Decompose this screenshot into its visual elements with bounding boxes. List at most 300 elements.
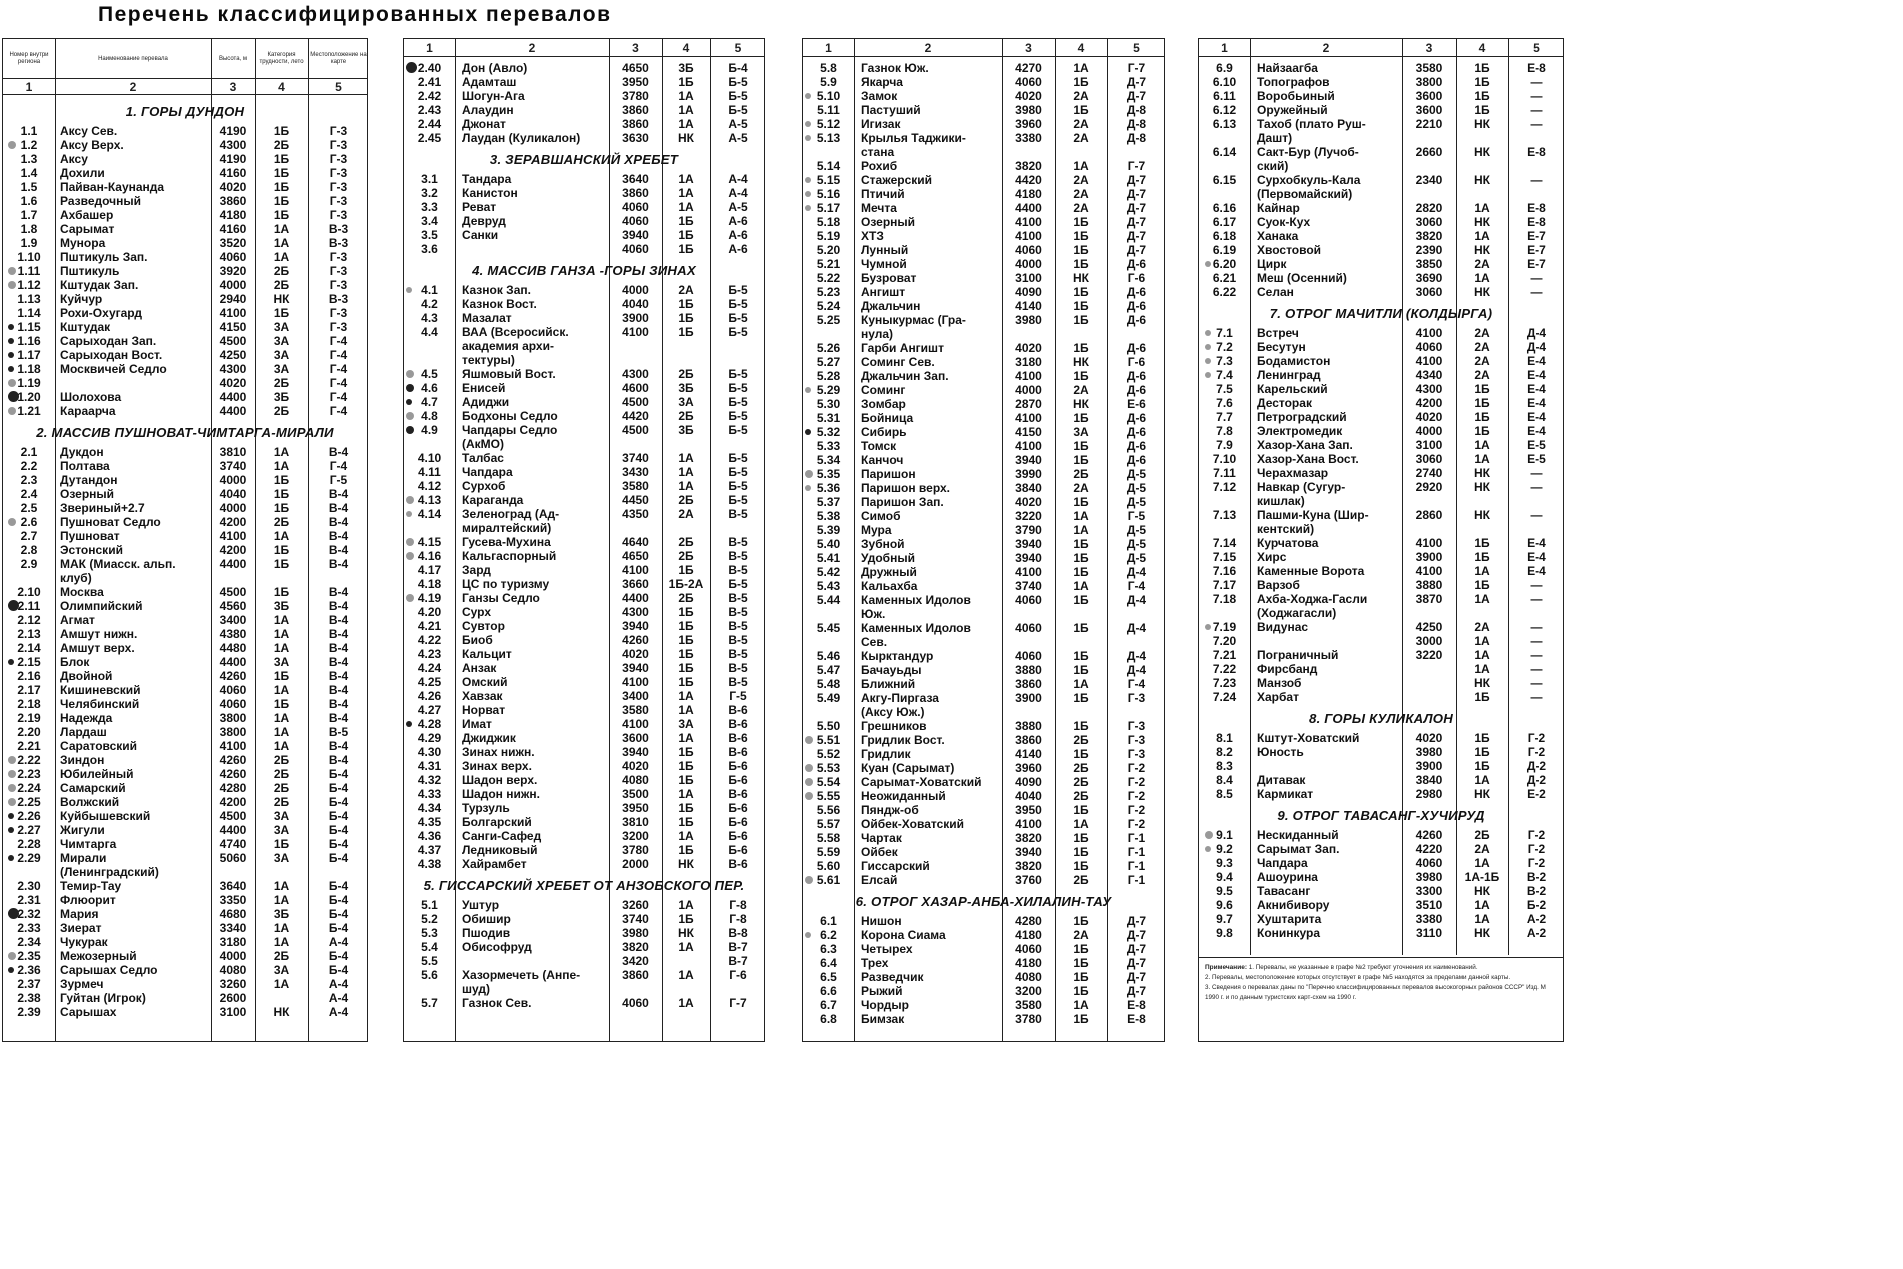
pass-category: 2А (1474, 326, 1490, 340)
table-row (3, 977, 367, 991)
pass-number: 1.16 (17, 334, 41, 348)
pass-category: 1Б (1073, 411, 1089, 425)
table-row (803, 187, 1164, 201)
table-row (1199, 271, 1563, 285)
table-row (3, 879, 367, 893)
column-number: 5 (734, 40, 742, 55)
pass-category: 1Б-2А (668, 577, 704, 591)
pass-name: Видунас (1257, 620, 1309, 634)
pass-number: 7.23 (1212, 676, 1237, 690)
pass-category: НК (1474, 243, 1490, 257)
table-row (404, 940, 764, 954)
pass-name: Суок-Кух (1257, 215, 1311, 229)
pass-map-location: А-6 (728, 214, 748, 228)
pass-height: 3940 (622, 661, 649, 675)
pass-number: 4.20 (417, 605, 442, 619)
pass-category: НК (1474, 285, 1490, 299)
pass-height: 4450 (622, 493, 649, 507)
pass-category: 1Б (1474, 424, 1490, 438)
table-row (404, 297, 764, 311)
pass-number: 7.5 (1216, 382, 1233, 396)
pass-map-location: Г-7 (1127, 159, 1146, 173)
pass-map-location: Г-3 (329, 152, 348, 166)
pass-height: 4040 (219, 487, 247, 501)
pass-name: Кальгаспорный (462, 549, 557, 563)
pass-category: 1Б (273, 585, 290, 599)
pass-map-location: — (1530, 89, 1543, 103)
pass-name: Кальцит (462, 647, 512, 661)
pass-map-location: А-6 (728, 228, 748, 242)
pass-name: Чапдара (1257, 856, 1308, 870)
pass-name: Петроградский (1257, 410, 1347, 424)
pass-height: 4180 (1015, 928, 1042, 942)
pass-name: Кштудак (60, 320, 111, 334)
pass-name: Томск (861, 439, 897, 453)
pass-number: 2.30 (17, 879, 41, 893)
table-row (803, 495, 1164, 509)
pass-map-location: Д-6 (1126, 257, 1147, 271)
pass-map-location: Г-3 (1127, 691, 1146, 705)
pass-category: 1А (1474, 634, 1490, 648)
pass-category: 1Б (1073, 663, 1089, 677)
pass-category: 2Б (678, 409, 694, 423)
table-row (3, 306, 367, 320)
pass-number: 7.11 (1213, 466, 1236, 480)
pass-number: 5.43 (816, 579, 841, 593)
pass-map-location: Е-2 (1527, 787, 1546, 801)
pass-map-location: В-3 (328, 292, 349, 306)
pass-category: 2А (1474, 257, 1490, 271)
pass-number: 2.14 (17, 641, 41, 655)
pass-map-location: Б-6 (728, 815, 748, 829)
table-row (1199, 578, 1563, 592)
table-row (404, 661, 764, 675)
pass-height: 3740 (1015, 579, 1042, 593)
pass-map-location: Г-2 (1527, 856, 1546, 870)
pass-height: 4190 (219, 124, 247, 138)
pass-height: 4150 (1015, 425, 1042, 439)
pass-name: Кайнар (1257, 201, 1300, 215)
pass-name: Паришон (861, 467, 916, 481)
pass-number: 4.17 (417, 563, 442, 577)
pass-height: 3580 (622, 479, 649, 493)
pass-map-location: Г-3 (329, 138, 348, 152)
pass-name: Казнок Вост. (462, 297, 537, 311)
pass-category: 1А (273, 739, 290, 753)
pass-category: 1А (678, 172, 694, 186)
pass-height: 3100 (1015, 271, 1042, 285)
table-row (1199, 382, 1563, 396)
pass-map-location: В-4 (328, 529, 349, 543)
pass-height: 4220 (1415, 842, 1443, 856)
pass-map-location: В-4 (328, 683, 349, 697)
table-row (1199, 75, 1563, 89)
pass-category: 1Б (273, 166, 290, 180)
table-row (3, 320, 367, 334)
pass-category: 1А (1474, 452, 1490, 466)
pass-map-location: А-6 (728, 242, 748, 256)
pass-height: 3840 (1015, 481, 1042, 495)
pass-map-location: Г-1 (1127, 873, 1146, 887)
table-row (404, 103, 764, 117)
table-row (3, 543, 367, 557)
pass-height: 3380 (1015, 131, 1042, 145)
pass-height: 3760 (1015, 873, 1042, 887)
pass-category: 1Б (1474, 550, 1490, 564)
table-row (404, 773, 764, 787)
pass-name: Фирсбанд (1257, 662, 1318, 676)
pass-height: 2660 (1415, 145, 1443, 159)
pass-number: 5.41 (816, 551, 841, 565)
pass-category: 1А (1474, 912, 1490, 926)
pass-height: 3340 (219, 921, 247, 935)
pass-map-location: Д-4 (1526, 326, 1547, 340)
pass-height: 4090 (1015, 775, 1042, 789)
pass-name: Соминг (861, 383, 906, 397)
pass-name: Разведочный (60, 194, 142, 208)
pass-number: 1.2 (20, 138, 38, 152)
table-row (803, 523, 1164, 537)
table-row (803, 621, 1164, 649)
pass-name: Каменных Идолов Сев. (861, 621, 971, 649)
table-row (3, 292, 367, 306)
pass-category: 1Б (678, 214, 694, 228)
table-row (404, 815, 764, 829)
pass-map-location: Г-6 (1127, 271, 1146, 285)
pass-map-location: В-6 (728, 703, 748, 717)
pass-map-location: Б-5 (728, 423, 748, 437)
pass-category: 2А (678, 283, 694, 297)
table-row (803, 117, 1164, 131)
pass-number: 4.13 (417, 493, 442, 507)
table-row (1199, 340, 1563, 354)
footnote-line: 3. Сведения о перевалах даны по "Перечню классифицированных перевалов высокогорных районов СССР" Изд. М 1990 г. и по данным туристских карт-схем на 1990 г. (1205, 984, 1546, 1001)
pass-name: Мечта (861, 201, 897, 215)
table-row (803, 845, 1164, 859)
table-row (404, 535, 764, 549)
pass-name: Якарча (861, 75, 903, 89)
pass-number: 5.42 (816, 565, 841, 579)
pass-name: Топографов (1257, 75, 1330, 89)
table-row (803, 775, 1164, 789)
pass-height: 4250 (219, 348, 247, 362)
pass-name: Пограничный (1257, 648, 1339, 662)
pass-category: 1Б (1073, 845, 1089, 859)
table-row (404, 954, 764, 968)
pass-name: Куйбышевский (60, 809, 151, 823)
pass-map-location: Е-4 (1527, 564, 1546, 578)
pass-category: 1А (1474, 856, 1490, 870)
pass-height: 2940 (219, 292, 247, 306)
pass-map-location: Д-7 (1126, 75, 1147, 89)
pass-category: 1А (1474, 773, 1490, 787)
pass-name: Ледниковый (462, 843, 538, 857)
table-row (404, 703, 764, 717)
pass-name: Гиссарский (861, 859, 930, 873)
pass-height: 3860 (219, 194, 247, 208)
table-row (404, 829, 764, 843)
pass-name: Трех (861, 956, 889, 970)
pass-name: Межозерный (60, 949, 137, 963)
pass-map-location: — (1530, 662, 1543, 676)
pass-height: 3860 (622, 968, 649, 982)
pass-number: 2.25 (17, 795, 41, 809)
pass-map-location: А-5 (728, 200, 748, 214)
pass-number: 7.24 (1212, 690, 1237, 704)
table-row (404, 801, 764, 815)
pass-category: 3А (678, 717, 694, 731)
pass-height: 5060 (219, 851, 247, 865)
section-heading: 8. ГОРЫ КУЛИКАЛОН (1309, 711, 1453, 726)
table-row (803, 747, 1164, 761)
pass-height: 4400 (1015, 201, 1042, 215)
table-row (404, 633, 764, 647)
pass-name: Зинах нижн. (462, 745, 535, 759)
table-row (3, 194, 367, 208)
pass-category: НК (273, 1005, 290, 1019)
pass-number: 2.22 (17, 753, 41, 767)
pass-category: 1А (273, 935, 290, 949)
pass-number: 2.36 (17, 963, 41, 977)
pass-map-location: Б-5 (728, 395, 748, 409)
pass-height: 4060 (219, 683, 247, 697)
pass-category: 1Б (1073, 1012, 1089, 1026)
table-row (803, 914, 1164, 928)
pass-height: 4000 (219, 278, 247, 292)
pass-category: 2А (1073, 117, 1089, 131)
pass-number: 1.9 (20, 236, 38, 250)
pass-category: 1Б (1073, 495, 1089, 509)
pass-number: 6.4 (820, 956, 837, 970)
pass-name: Сарымат Зап. (1257, 842, 1340, 856)
pass-map-location: В-4 (328, 613, 349, 627)
pass-height: 3060 (1415, 285, 1443, 299)
table-row (3, 501, 367, 515)
pass-map-location: — (1530, 676, 1543, 690)
pass-name: Зурмеч (60, 977, 104, 991)
table-row (1199, 592, 1563, 620)
pass-number: 5.51 (816, 733, 841, 747)
pass-height: 3800 (1415, 75, 1443, 89)
table-row (404, 759, 764, 773)
pass-height: 4000 (622, 283, 649, 297)
pass-map-location: Г-5 (729, 689, 747, 703)
column-number: 3 (1025, 40, 1032, 55)
pass-category: 1Б (1073, 369, 1089, 383)
pass-number: 4.35 (417, 815, 442, 829)
pass-number: 5.5 (421, 954, 438, 968)
pass-height: 4180 (1015, 956, 1042, 970)
table-row (404, 200, 764, 214)
pass-height: 4500 (219, 809, 247, 823)
pass-category: 1Б (273, 837, 290, 851)
pass-height: 4060 (1015, 649, 1042, 663)
table-row (803, 565, 1164, 579)
pass-map-location: — (1530, 634, 1543, 648)
table-row (3, 767, 367, 781)
pass-name: Чапдара (462, 465, 513, 479)
pass-height: 3900 (622, 311, 649, 325)
pass-height: 3400 (219, 613, 247, 627)
pass-category: 2Б (273, 278, 290, 292)
table-column-3 (802, 38, 1165, 1042)
table-row (3, 641, 367, 655)
pass-map-location: Е-4 (1527, 396, 1546, 410)
pass-height: 3630 (622, 131, 649, 145)
pass-number: 5.45 (816, 621, 841, 635)
pass-height: 3580 (1015, 998, 1042, 1012)
pass-name: Джальчин (861, 299, 921, 313)
pass-number: 2.6 (20, 515, 38, 529)
pass-name: Бесутун (1257, 340, 1306, 354)
pass-height: 2210 (1415, 117, 1443, 131)
pass-category: 2Б (273, 264, 290, 278)
pass-category: 1Б (1474, 745, 1490, 759)
pass-category: 1А (1474, 564, 1490, 578)
pass-map-location: Д-6 (1126, 369, 1147, 383)
pass-number: 2.21 (17, 739, 41, 753)
pass-category: 2А (1474, 842, 1490, 856)
pass-name: Тандара (462, 172, 512, 186)
pass-number: 5.11 (817, 103, 840, 117)
pass-map-location: Д-7 (1126, 970, 1147, 984)
pass-map-location: Б-4 (328, 823, 349, 837)
pass-height: 3800 (219, 711, 247, 725)
pass-category: 1А (1073, 677, 1089, 691)
pass-name: Обишир (462, 912, 511, 926)
table-row (1199, 634, 1563, 648)
pass-name: Чимтарга (60, 837, 117, 851)
table-row (803, 873, 1164, 887)
table-row (1199, 89, 1563, 103)
pass-number: 7.12 (1212, 480, 1237, 494)
pass-number: 2.35 (17, 949, 41, 963)
pass-height: 3860 (622, 186, 649, 200)
pass-name: ЦС по туризму (462, 577, 550, 591)
table-row (3, 739, 367, 753)
pass-category: НК (1474, 117, 1490, 131)
pass-name: Блок (60, 655, 90, 669)
pass-map-location: В-4 (328, 557, 349, 571)
pass-height: 3500 (622, 787, 649, 801)
table-row (3, 348, 367, 362)
table-row (3, 557, 367, 585)
pass-map-location: В-5 (328, 725, 349, 739)
pass-map-location: Б-4 (328, 879, 349, 893)
pass-number: 2.19 (17, 711, 41, 725)
pass-map-location: А-4 (328, 977, 349, 991)
pass-map-location: Г-3 (329, 250, 348, 264)
table-row (404, 409, 764, 423)
pass-height: 3430 (622, 465, 649, 479)
pass-number: 5.49 (816, 691, 841, 705)
pass-category: 1Б (1474, 410, 1490, 424)
pass-category: 1Б (678, 563, 694, 577)
table-row (1199, 842, 1563, 856)
pass-name: Дутандон (60, 473, 118, 487)
pass-name: Неожиданный (861, 789, 946, 803)
pass-name: Сарымат-Ховатский (861, 775, 982, 789)
pass-height: 4420 (1015, 173, 1042, 187)
pass-name: Тахоб (плато Руш- Дашт) (1257, 117, 1366, 145)
pass-category: 2А (1474, 368, 1490, 382)
pass-height: 3780 (622, 843, 649, 857)
pass-category: 1А (273, 627, 290, 641)
pass-height: 4340 (1415, 368, 1443, 382)
table-row (3, 907, 367, 921)
pass-map-location: Д-8 (1126, 103, 1147, 117)
pass-name: Куйчур (60, 292, 103, 306)
pass-map-location: — (1530, 285, 1543, 299)
pass-height: 4100 (1015, 229, 1042, 243)
pass-category: 1А (1474, 648, 1490, 662)
table-row (803, 173, 1164, 187)
pass-number: 5.29 (816, 383, 841, 397)
pass-name: Хавзак (462, 689, 503, 703)
pass-name: Удобный (861, 551, 915, 565)
table-row (3, 921, 367, 935)
column-number: 2 (528, 40, 536, 55)
pass-map-location: Г-3 (1127, 733, 1146, 747)
pass-category: 1Б (1073, 75, 1089, 89)
pass-name: Джонат (462, 117, 506, 131)
pass-number: 4.1 (421, 283, 438, 297)
table-row (803, 803, 1164, 817)
table-row (803, 383, 1164, 397)
pass-name: Ойбек-Ховатский (861, 817, 965, 831)
table-row (1199, 884, 1563, 898)
pass-name: Зомбар (861, 397, 906, 411)
pass-map-location: А-2 (1526, 926, 1547, 940)
table-row (1199, 787, 1563, 801)
pass-map-location: Г-3 (1127, 747, 1146, 761)
pass-height: 4180 (1015, 187, 1042, 201)
pass-map-location: В-4 (328, 627, 349, 641)
table-row (803, 831, 1164, 845)
pass-map-location: Д-7 (1126, 173, 1147, 187)
pass-name: Имат (462, 717, 492, 731)
pass-name: Мазалат (462, 311, 512, 325)
pass-map-location: Г-4 (329, 376, 348, 390)
pass-map-location: В-5 (728, 563, 748, 577)
table-row (3, 613, 367, 627)
pass-number: 6.3 (820, 942, 837, 956)
pass-number: 4.32 (417, 773, 442, 787)
pass-category: НК (1474, 466, 1490, 480)
table-row (803, 984, 1164, 998)
pass-number: 4.4 (421, 325, 438, 339)
pass-map-location: Д-6 (1126, 453, 1147, 467)
pass-number: 5.52 (816, 747, 841, 761)
table-row (803, 970, 1164, 984)
pass-number: 5.47 (816, 663, 841, 677)
pass-number: 6.7 (820, 998, 837, 1012)
pass-name: Найзаагба (1257, 61, 1318, 75)
pass-number: 2.40 (417, 61, 442, 75)
pass-category: 1А (678, 968, 694, 982)
table-row (1199, 731, 1563, 745)
pass-map-location: Д-5 (1126, 467, 1147, 481)
table-row (404, 283, 764, 297)
pass-number: 5.35 (816, 467, 841, 481)
pass-name: Джальчин Зап. (861, 369, 949, 383)
pass-name: Бачауьды (861, 663, 922, 677)
pass-category: НК (1474, 480, 1490, 494)
column-number: 3 (1425, 40, 1433, 55)
pass-category: 1А (1073, 509, 1089, 523)
pass-name: Полтава (60, 459, 110, 473)
table-row (803, 761, 1164, 775)
